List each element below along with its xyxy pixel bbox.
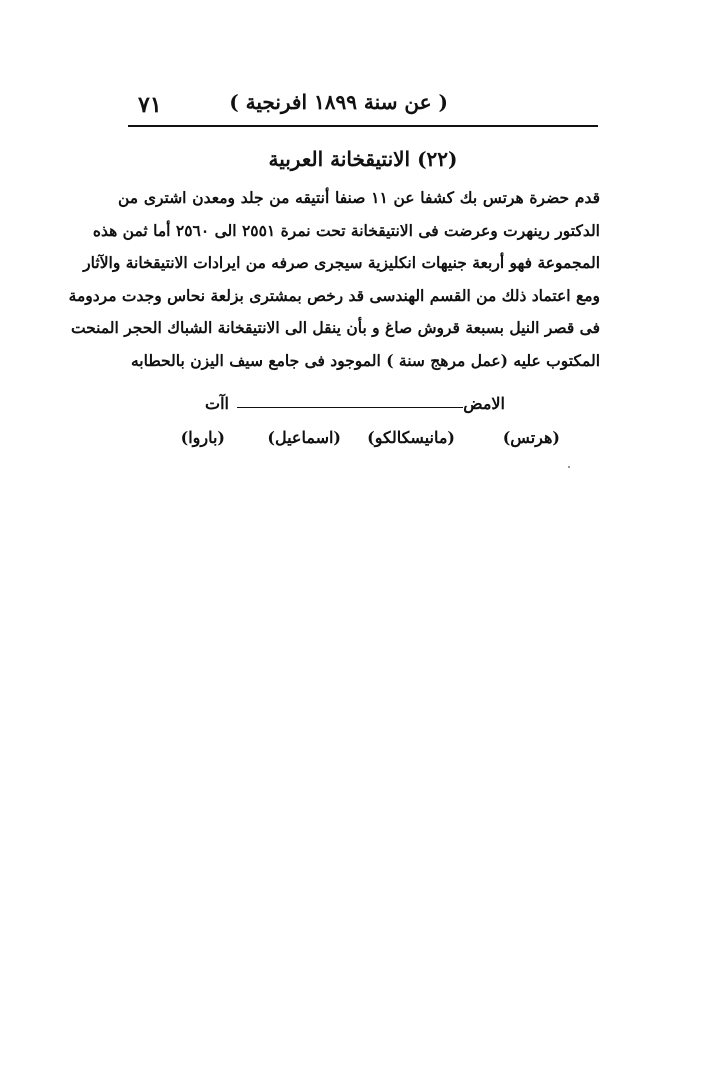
body-line: المكتوب عليه (عمل مرهج سنة ) الموجود فى جامع سيف اليزن بالحطابه xyxy=(130,350,600,370)
signer-name: (هرتس) xyxy=(502,428,560,447)
signatures-dash xyxy=(237,407,463,408)
body-line: قدم حضرة هرتس بك كشفا عن ١١ صنفا أنتيقه من جلد ومعدن اشترى من xyxy=(118,188,600,207)
signatures-label xyxy=(205,394,505,413)
page-header xyxy=(128,90,598,126)
header-rule xyxy=(128,125,598,127)
signatures-label-start: الامض xyxy=(463,394,505,413)
signer-name: (مانيسكالكو) xyxy=(367,428,455,447)
scan-speck xyxy=(568,466,570,468)
body-line: الدكتور رينهرت وعرضت فى الانتيقخانة تحت نمرة ٢٥٥١ الى ٢٥٦٠ أما ثمن هذه xyxy=(92,220,600,240)
body-paragraph xyxy=(68,182,600,377)
signer-name: (باروا) xyxy=(180,428,225,447)
signatures-label-end: اآت xyxy=(205,394,229,413)
body-line: المجموعة فهو أربعة جنيهات انكليزية سيجرى صرفه من ايرادات الانتيقخانة والآثار xyxy=(83,253,600,272)
body-line: ومع اعتماد ذلك من القسم الهندسى قد رخص بمشترى بزلعة نحاس وجدت مردومة xyxy=(68,285,600,305)
signer-name: (اسماعيل) xyxy=(267,428,341,447)
section-title: (٢٢) الانتيقخانة العربية xyxy=(268,147,458,171)
page-number: ٧١ xyxy=(138,92,162,118)
body-line: فى قصر النيل بسبعة قروش صاغ و بأن ينقل الى الانتيقخانة الشباك الحجر المنحت xyxy=(70,318,600,337)
running-title: ( عن سنة ١٨٩٩ افرنجية ) xyxy=(229,90,448,114)
signers-row xyxy=(165,428,565,458)
